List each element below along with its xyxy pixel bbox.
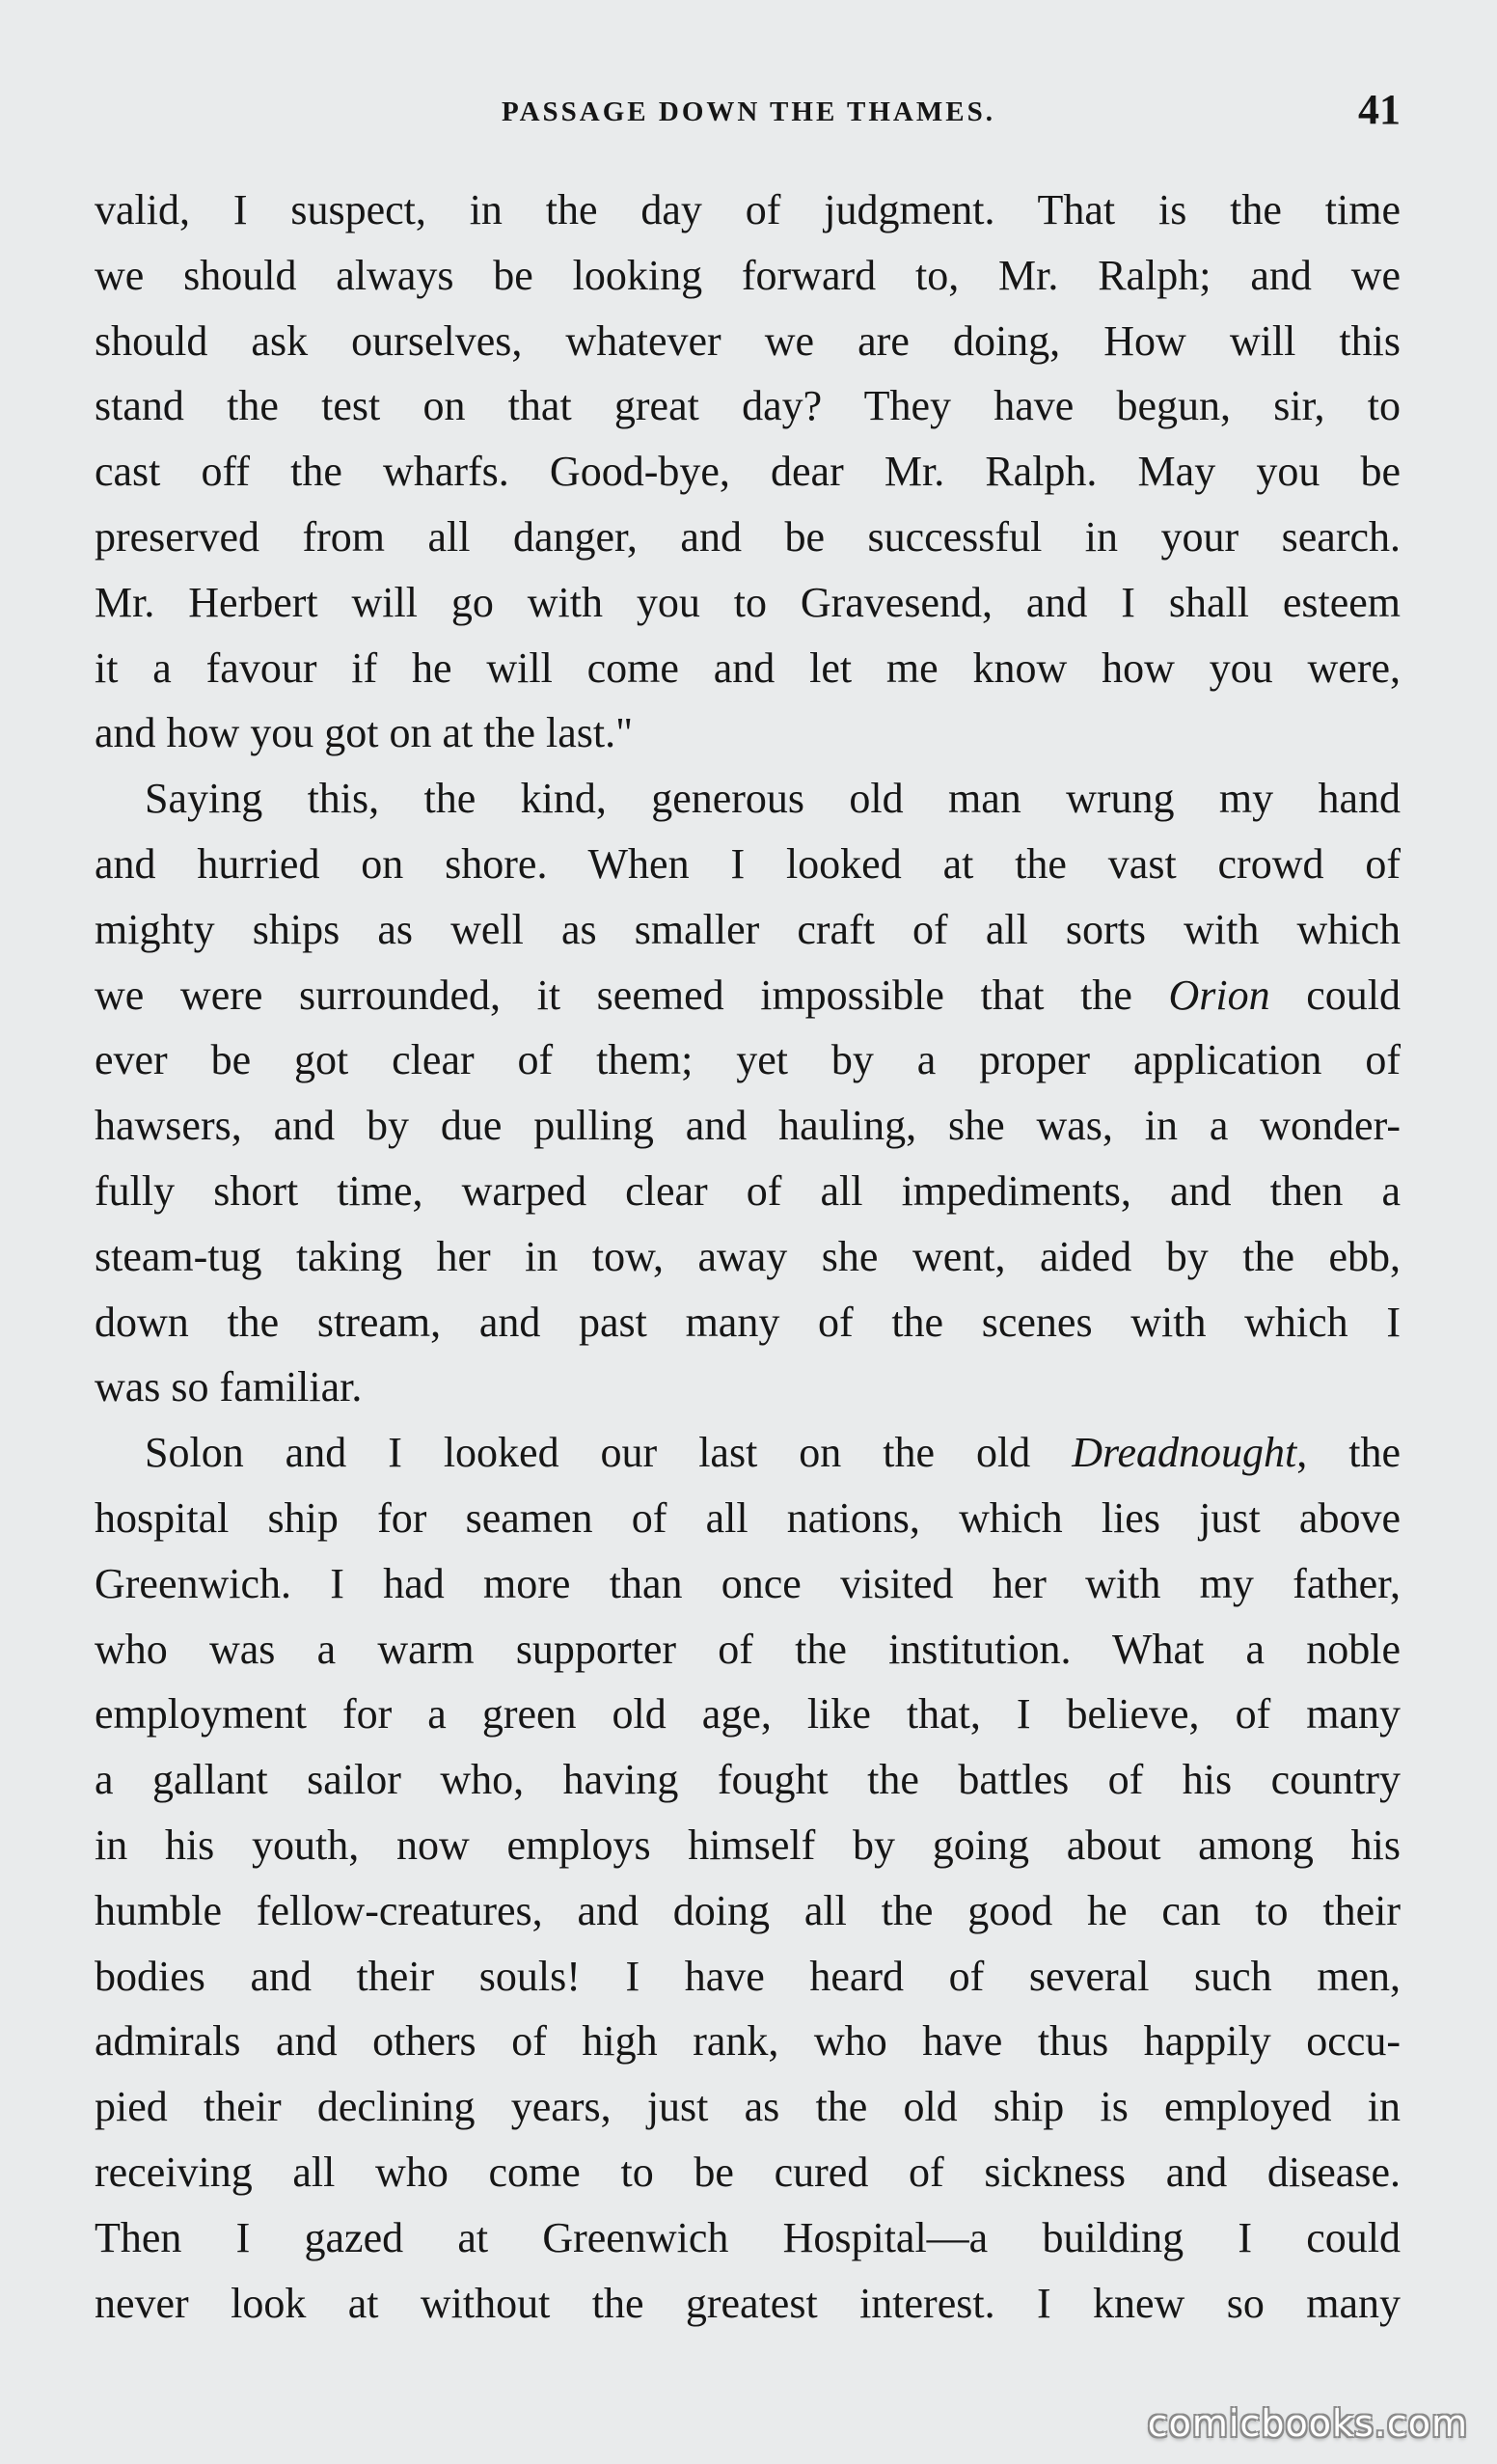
running-head: [96, 85, 1401, 133]
text-line: admirals and others of high rank, who have thus happily occu-: [95, 2017, 1401, 2066]
text-line: Solon and I looked our last on the old Dreadnought, the: [145, 1429, 1401, 1477]
text-line: pied their declining years, just as the old ship is employed in: [95, 2083, 1401, 2131]
paragraph: [95, 178, 1401, 766]
text-line: steam-tug taking her in tow, away she went, aided by the ebb,: [95, 1232, 1401, 1280]
text-line: cast off the wharfs. Good-bye, dear Mr. Ralph. May you be: [95, 448, 1401, 496]
text-line: who was a warm supporter of the institution. What a noble: [95, 1625, 1401, 1673]
text-line: preserved from all danger, and be successful in your search.: [95, 512, 1401, 561]
text-line: we were surrounded, it seemed impossible that the Orion could: [95, 971, 1401, 1019]
text-line: a gallant sailor who, having fought the battles of his country: [95, 1756, 1401, 1804]
text-line: was so familiar.: [95, 1363, 363, 1411]
text-line: valid, I suspect, in the day of judgment. That is the time: [95, 186, 1401, 233]
ship-name: Dreadnought: [1072, 1429, 1297, 1477]
text-line: humble fellow-creatures, and doing all the good he can to their: [95, 1886, 1401, 1934]
text-line: Saying this, the kind, generous old man wrung my hand: [145, 775, 1401, 823]
text-line: fully short time, warped clear of all impediments, and then a: [95, 1166, 1401, 1215]
text-line: should ask ourselves, whatever we are doing, How will this: [95, 316, 1401, 365]
running-title: PASSAGE DOWN THE THAMES.: [502, 96, 995, 127]
paragraph: [95, 1420, 1401, 2336]
text-line: employment for a green old age, like that, I believe, of many: [95, 1690, 1401, 1738]
text-line: Mr. Herbert will go with you to Gravesend, and I shall esteem: [95, 578, 1401, 626]
text-line: Greenwich. I had more than once visited her with my father,: [95, 1559, 1401, 1607]
text-line: in his youth, now employs himself by going about among his: [95, 1821, 1401, 1869]
text-line: and hurried on shore. When I looked at the vast crowd of: [95, 839, 1401, 888]
text-line: it a favour if he will come and let me know how you were,: [95, 643, 1401, 692]
watermark-logo: comicbooks.com: [1147, 2402, 1468, 2445]
text-line: hospital ship for seamen of all nations, which lies just above: [95, 1493, 1401, 1542]
paragraph: [95, 766, 1401, 1420]
page-number: 41: [1358, 86, 1401, 133]
text-line: ever be got clear of them; yet by a proper application of: [95, 1036, 1401, 1084]
text-line: bodies and their souls! I have heard of several such men,: [95, 1952, 1401, 2000]
text-line: mighty ships as well as smaller craft of all sorts with which: [95, 905, 1401, 953]
ship-name: Orion: [1168, 971, 1270, 1019]
text-line: we should always be looking forward to, Mr. Ralph; and we: [95, 251, 1401, 299]
text-line: and how you got on at the last.": [95, 709, 634, 757]
text-line: hawsers, and by due pulling and hauling, she was, in a wonder-: [95, 1102, 1401, 1150]
text-line: Then I gazed at Greenwich Hospital—a building I could: [95, 2213, 1401, 2261]
text-line: receiving all who come to be cured of sickness and disease.: [95, 2148, 1401, 2196]
text-line: stand the test on that great day? They have begun, sir, to: [95, 382, 1401, 430]
text-line: never look at without the greatest interest. I knew so many: [95, 2279, 1401, 2327]
body-text: [95, 178, 1401, 2336]
text-line: down the stream, and past many of the scenes with which I: [95, 1298, 1401, 1346]
